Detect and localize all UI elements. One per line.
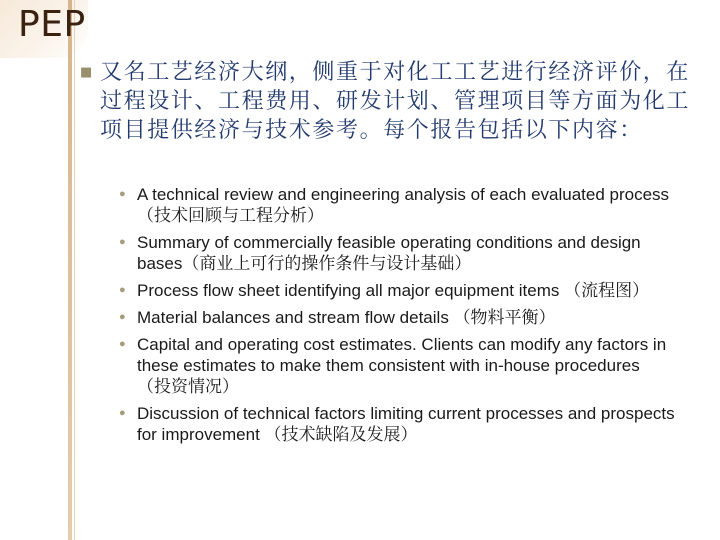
main-bullet-text: 又名工艺经济大纲，侧重于对化工工艺进行经济评价，在过程设计、工程费用、研发计划、管理项目等方面为化工项目提供经济与技术参考。每个报告包括以下内容： [100,60,691,143]
list-item [118,403,678,445]
list-item [118,184,678,226]
list-item [118,307,678,328]
list-item [118,280,678,301]
left-rule-thick [68,0,72,540]
list-item-text: Summary of commercially feasible operating conditions and design bases（商业上可行的操作条件与设计基础） [137,233,641,273]
left-rule-thin [74,0,75,540]
list-item-text: A technical review and engineering analysis of each evaluated process （技术回顾与工程分析） [137,185,670,225]
slide-title: PEP [18,4,86,45]
list-item-text: Discussion of technical factors limiting current processes and prospects for improvement （技术缺陷及发展） [137,404,675,444]
dot-bullet-icon: ● [119,311,126,323]
dot-bullet-icon: ● [119,236,126,248]
dot-bullet-icon: ● [119,188,126,200]
dot-bullet-icon: ● [119,284,126,296]
dot-bullet-icon: ● [119,407,126,419]
list-item-text: Process flow sheet identifying all major equipment items （流程图） [137,281,650,300]
sub-bullet-list [118,184,678,451]
square-bullet-icon: ■ [80,65,93,80]
dot-bullet-icon: ● [119,338,126,350]
list-item-text: Material balances and stream flow details （物料平衡） [137,308,556,327]
list-item [118,232,678,274]
list-item [118,334,678,397]
list-item-text: Capital and operating cost estimates. Clients can modify any factors in these estimates to make them consistent with in-house procedures （投资情况） [137,335,667,396]
